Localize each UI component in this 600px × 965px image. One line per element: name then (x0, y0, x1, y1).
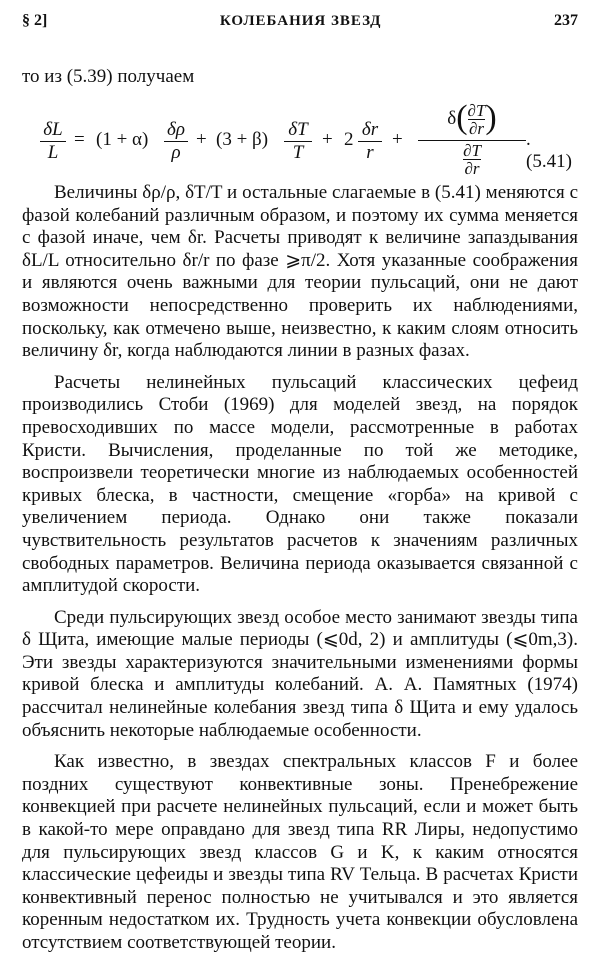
equation-number: . (5.41) (526, 129, 572, 172)
coefficient-2: (3 + β) (216, 129, 269, 150)
term4-delta: δ (447, 108, 457, 129)
term2-denominator: T (292, 142, 304, 163)
term4-denominator (418, 142, 526, 177)
paragraph: Среди пульсирующих звезд особое место занимают звезды типа δ Щита, имеющие малые периоды (⩽0d, 2) и амплитуды (⩽0m,3). Эти звезды характеризуются значительными изменениями формы кривой блеска и амплитуды колебаний. А. А. Памятных (1974) рассчитал нелинейные колебания звезд типа δ Щита и ему удалось объяснить некоторые наблюдаемые особенности. (22, 606, 578, 741)
coefficient-3: 2 (344, 129, 354, 150)
lhs-numerator: δL (43, 119, 63, 140)
term4-inner-denominator: ∂r (468, 119, 484, 139)
term4-den-denominator: ∂r (464, 159, 480, 178)
equation-5-41 (22, 94, 578, 182)
term3-numerator: δr (361, 119, 379, 140)
plus-sign-3: + (392, 129, 403, 150)
term4-fraction (418, 94, 526, 177)
intro-line: то из (5.39) получаем (22, 66, 195, 87)
paragraph: Расчеты нелинейных пульсаций классических цефеид производились Стоби (1969) для моделей звезд, на порядок превосходивших по массе модели, рассмотренные в работах Кристи. Вычисления, проделанные по той же методике, воспроизвели теоретически многие из наблюдаемых особенностей кривых блеска, в частности, смещение «горба» на кривой с увеличением периода. Однако они также показали чувствительность результатов расчетов к значениям различных свободных параметров. Величина периода оказывается связанной с амплитудой скорости. (22, 371, 578, 597)
term4-numerator: δ( $\frac{\partial T}{\partial r}$ ) (447, 99, 497, 139)
section-mark: § 2] (22, 12, 48, 29)
coefficient-1: (1 + α) (96, 129, 149, 150)
body-text (22, 182, 578, 955)
term4-den-numerator: ∂T (463, 141, 481, 160)
book-page (22, 12, 578, 964)
term4-inner-numerator: ∂T (467, 101, 486, 121)
term3-denominator: r (366, 142, 374, 163)
term1-fraction (164, 120, 188, 163)
lhs-denominator: L (47, 142, 59, 163)
paragraph: Величины δρ/ρ, δT/T и остальные слагаемые в (5.41) меняются с фазой колебаний различным образом, и поэтому их сумма меняется с фазой иначе, чем δr. Расчеты приводят к величине запаздывания δL/L относительно δr/r по фазе ⩾π/2. Хотя указанные соображения и являются очень важными для теории пульсаций, они не дают возможности непосредственно проверить их наблюдениями, поскольку, как отмечено выше, неизвестно, к каким слоям относить величину δr, когда наблюдаются линии в разных фазах. (22, 182, 578, 362)
term2-fraction (284, 120, 312, 163)
lhs-fraction (40, 120, 66, 163)
term3-fraction (358, 120, 382, 163)
term2-numerator: δT (288, 119, 308, 140)
term1-denominator: ρ (171, 142, 181, 163)
term4-den-fraction (463, 142, 481, 177)
term1-numerator: δρ (167, 119, 185, 140)
equals-sign: = (74, 129, 85, 150)
running-header (22, 12, 578, 38)
plus-sign-2: + (322, 129, 333, 150)
plus-sign-1: + (196, 129, 207, 150)
paragraph: Как известно, в звездах спектральных классов F и более поздних существуют конвективные зоны. Пренебрежение конвекцией при расчете нелинейных пульсаций, если и может быть в какой-то мере оправдано для звезд типа RR Лиры, недопустимо для пульсирующих звезд классов G и K, к каким относятся классические цефеиды и звезды типа RV Тельца. В расчетах Кристи конвективный перенос полностью не учитывался и это является коренным недостатком их. Трудность учета конвекции обусловлена отсутствием соответствующей теории. (22, 751, 578, 953)
term4-inner-fraction (468, 102, 486, 137)
chapter-title: КОЛЕБАНИЯ ЗВЕЗД (219, 13, 382, 29)
page-number: 237 (554, 12, 578, 29)
